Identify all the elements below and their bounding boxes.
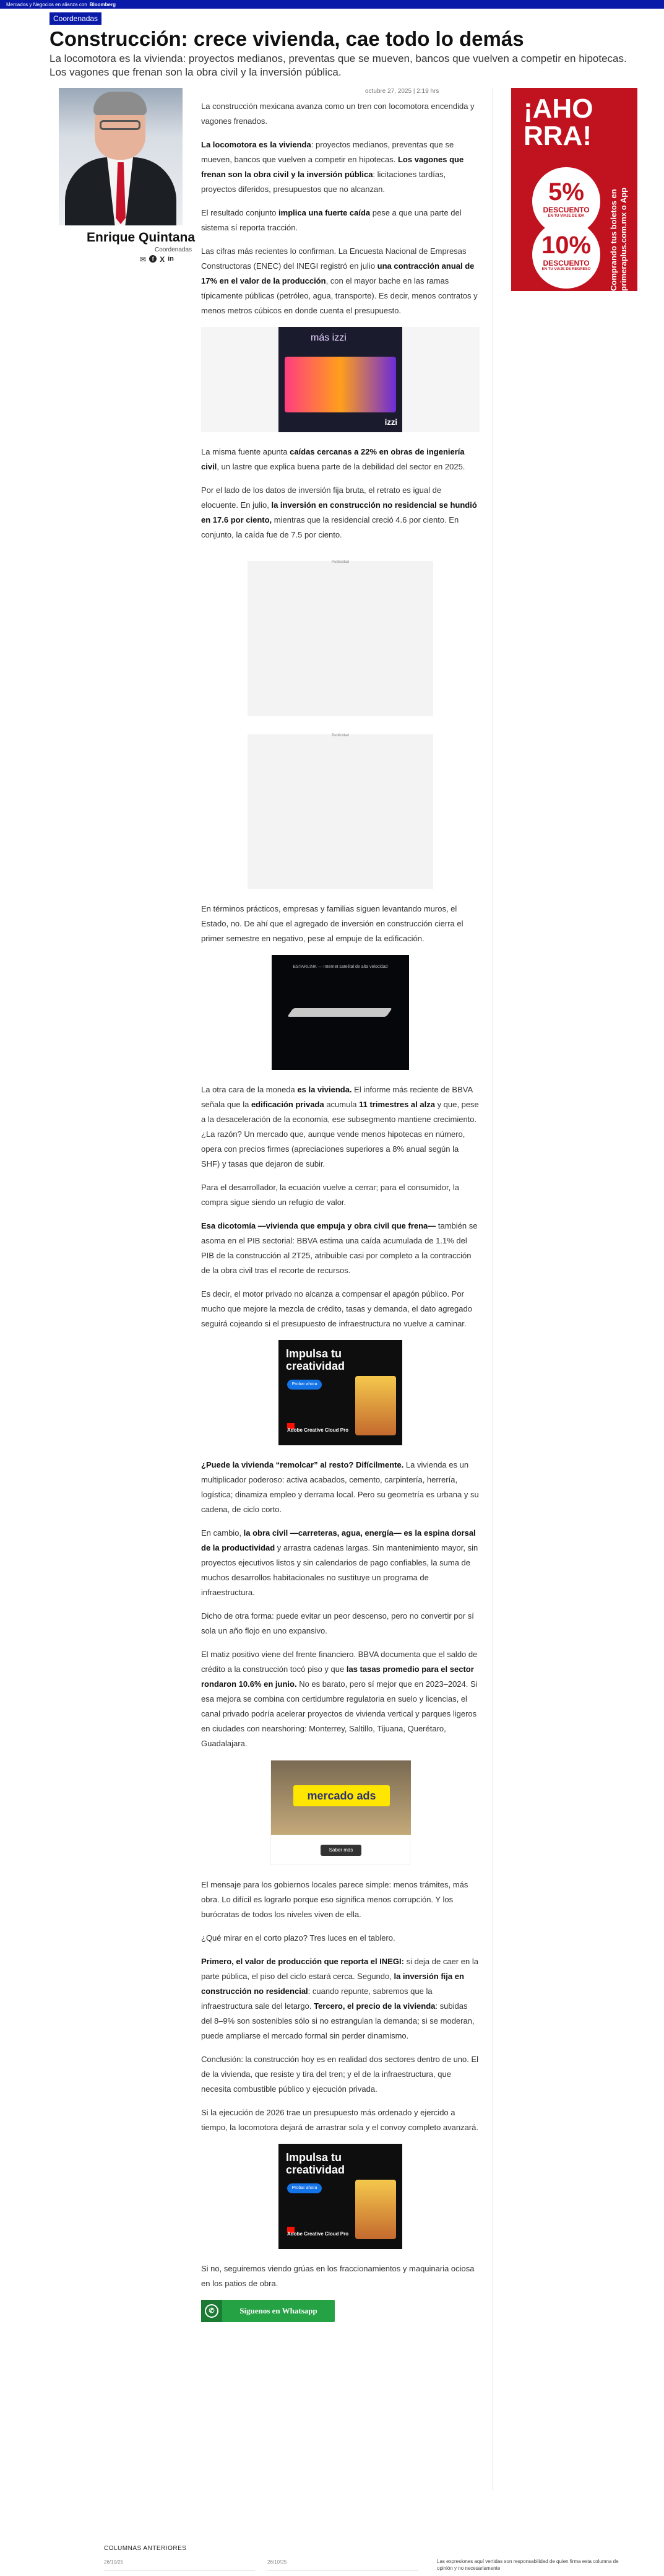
paragraph: En cambio, la obra civil —carreteras, agua, energía— es la espina dorsal de la productividad y arrastra cadenas largas. Sin mantenimiento mayor, sin proyectos ejecutivos listos y sin calendarios de pago confiables, la suma de muchos desarrollos habitacionales no sustituye un programa de infraestructura.	[201, 1528, 478, 1597]
article-header	[50, 9, 637, 79]
article-date: octubre 27, 2025 | 2:19 hrs	[365, 88, 439, 95]
paragraph: Las cifras más recientes lo confirman. La Encuesta Nacional de Empresas Constructoras (ENEC) del INEGI registró en julio una contracción anual de 17% en el valor de la producción, con el mayor bache en las ramas típicamente públicas (petróleo, agua, transporte). Es decir, menos contratos y menos metros cúbicos en donde cuenta el presupuesto.	[201, 246, 478, 315]
paragraph: La misma fuente apunta caídas cercanas a 22% en obras de ingeniería civil, un lastre que explica buena parte de la debilidad del sector en 2025.	[201, 447, 465, 471]
paragraph: Conclusión: la construcción hoy es en realidad dos sectores dentro de uno. El de la vivienda, que resiste y tira del tren; y el de la infraestructura, que necesita combustible público y ejecución privada.	[201, 2055, 479, 2094]
section-tag[interactable]: Coordenadas	[50, 12, 101, 25]
paragraph: Para el desarrollador, la ecuación vuelve a cerrar; para el consumidor, la compra sigue siendo un refugio de valor.	[201, 1183, 459, 1207]
whatsapp-icon: ✆	[201, 2300, 222, 2322]
ad-slot	[201, 327, 480, 432]
izzi-ad[interactable]: más izzi izzi	[278, 327, 402, 432]
topbar-text: Mercados y Negocios en alianza con	[6, 1, 87, 7]
starlink-ad[interactable]: ESTARLINK — Internet satelital de alta velocidad	[272, 955, 409, 1070]
sidebar-ad[interactable]	[511, 88, 637, 291]
whatsapp-label: Síguenos en Whatsapp	[239, 2306, 317, 2315]
page-title: Construcción: crece vivienda, cae todo lo demás	[50, 27, 524, 50]
ad-placeholder[interactable]: Publicidad	[248, 734, 433, 889]
linkedin-icon[interactable]: in	[168, 255, 174, 263]
paragraph: La otra cara de la moneda es la vivienda. El informe más reciente de BBVA señala que la edificación privada acumula 11 trimestres al alza y que, pese a la desaceleración de la economía, ese subsegmento mantiene crecimiento. ¿La razón? Un mercado que, aunque vende menos hipotecas en número, opera con precios firmes (apreciaciones superiores a 8% anual según la SHF) y tasas que dejaron de subir.	[201, 1085, 479, 1168]
facebook-icon[interactable]: f	[149, 255, 157, 263]
adobe-ad[interactable]: Impulsa tu creatividad Probar ahora Adobe Creative Cloud Pro	[278, 1340, 402, 1445]
paragraph: El matiz positivo viene del frente financiero. BBVA documenta que el saldo de crédito a la construcción tocó piso y que las tasas promedio para el sector rondaron 10.6% en junio. No es barato, pero sí mejor que en 2023–2024. Si esa mejora se combina con certidumbre regulatoria en suelo y licencias, el canal privado podría acelerar proyectos de vivienda vertical y parques ligeros en ciudades con nearshoring: Monterrey, Saltillo, Tijuana, Querétaro, Guadalajara.	[201, 1650, 478, 1748]
side-ad-headline: ¡AHO RRA!	[524, 94, 593, 151]
paragraph: Primero, el valor de producción que reporta el INEGI: si deja de caer en la parte pública, el piso del ciclo estará cerca. Segundo, la inversión fija en construcción no residencial: cuando repunte, sabremos que la infraestructura sale del letargo. Tercero, el precio de la vivienda: subidas del 8–9% son sostenibles sólo si no estrangulan la demanda; si se moderan, puede ampliarse el mercado formal sin perder dinamismo.	[201, 1957, 478, 2040]
paragraph: En términos prácticos, empresas y familias siguen levantando muros, el Estado, no. De ahí que el agregado de inversión en construcción cierra el primer semestre en negativo, pese al empuje de la edificación.	[201, 904, 464, 943]
paragraph: ¿Qué mirar en el corto plazo? Tres luces en el tablero.	[201, 1933, 395, 1943]
paragraph: La construcción mexicana avanza como un tren con locomotora encendida y vagones frenados.	[201, 102, 475, 126]
ad-placeholder[interactable]: Publicidad	[248, 561, 433, 716]
side-ad-vertical-text: Comprando tus boletos en primeraplus.com.mx o App	[609, 187, 628, 291]
paragraph: El resultado conjunto implica una fuerte caída pese a que una parte del sistema sí reporta tracción.	[201, 208, 462, 232]
side-ad-discount-1: 5% DESCUENTO EN TU VIAJE DE IDA	[532, 167, 600, 235]
paragraph: El mensaje para los gobiernos locales parece simple: menos trámites, más obra. Lo difícil es lograrlo porque eso significa menos corrupción. Y los burócratas de todos los niveles viven de ella.	[201, 1880, 468, 1919]
topbar-brand[interactable]: Bloomberg	[89, 1, 116, 7]
article-body	[201, 99, 480, 2322]
mail-icon[interactable]: ✉	[140, 255, 147, 264]
mercado-ad[interactable]: mercado ads Saber más	[270, 1760, 410, 1865]
adobe-ad[interactable]: Impulsa tu creatividad Probar ahora Adobe Creative Cloud Pro	[278, 2144, 402, 2249]
paragraph: Por el lado de los datos de inversión fija bruta, el retrato es igual de elocuente. En julio, la inversión en construcción no residencial se hundió en 17.6 por ciento, mientras que la residencial creció 4.6 por ciento. En conjunto, la caída fue de 7.5 por ciento.	[201, 485, 477, 539]
paragraph: La locomotora es la vivienda: proyectos medianos, preventas que se mueven, bancos que vuelven a competir en hipotecas. Los vagones que frenan son la obra civil y la inversión pública: licitaciones tardías, proyectos diferidos, presupuestos que no alcanzan.	[201, 140, 464, 194]
paragraph: ¿Puede la vivienda “remolcar” al resto? Difícilmente. La vivienda es un multiplicador poderoso: activa acabados, cemento, carpintería, herrería, logística; dinamiza empleo y derrama local. Pero su geometría es urbana y su cadena, de ciclo corto.	[201, 1460, 479, 1514]
top-bar	[0, 0, 664, 9]
author-social	[140, 255, 174, 264]
paragraph: Es decir, el motor privado no alcanza a compensar el apagón público. Por mucho que mejore la mezcla de crédito, tasas y demanda, el dato agregado seguirá cojeando si el presupuesto de infraestructura no vuelve a caminar.	[201, 1289, 472, 1328]
x-icon[interactable]: X	[160, 255, 165, 264]
whatsapp-button[interactable]	[201, 2300, 335, 2322]
paragraph: Esa dicotomía —vivienda que empuja y obra civil que frena— también se asoma en el PIB sectorial: BBVA estima una caída acumulada de 1.1% del PIB de la construcción al 2T25, atribuible casi por completo a la contracción de la obra civil tras el recorte de recursos.	[201, 1221, 478, 1275]
previous-column-card[interactable]: 26/10/25	[104, 2559, 255, 2570]
paragraph: Si la ejecución de 2026 trae un presupuesto más ordenado y ejercido a tiempo, la locomotora dejará de arrastrar sola y el convoy completo avanzará.	[201, 2108, 478, 2132]
disclaimer: Las expresiones aquí vertidas son responsabilidad de quien firma esta columna de opinión y no necesariamente	[437, 2559, 619, 2571]
previous-column-card[interactable]: 26/10/25	[267, 2559, 418, 2570]
author-name[interactable]: Enrique Quintana	[87, 230, 196, 245]
side-ad-discount-2: 10% DESCUENTO EN TU VIAJE DE REGRESO	[532, 220, 600, 289]
previous-columns-title: COLUMNAS ANTERIORES	[104, 2545, 187, 2552]
page-subtitle: La locomotora es la vivienda: proyectos medianos, preventas que se mueven, bancos que vuelven a competir en hipotecas. Los vagones que frenan son la obra civil y la inversión pública.	[50, 53, 627, 78]
author-role: Coordenadas	[155, 246, 192, 253]
paragraph: Si no, seguiremos viendo grúas en los fraccionamientos y maquinaria ociosa en los patios de obra.	[201, 2264, 475, 2288]
author-photo	[59, 88, 183, 225]
paragraph: Dicho de otra forma: puede evitar un peor descenso, pero no convertir por sí sola un año flojo en uno expansivo.	[201, 1611, 474, 1635]
